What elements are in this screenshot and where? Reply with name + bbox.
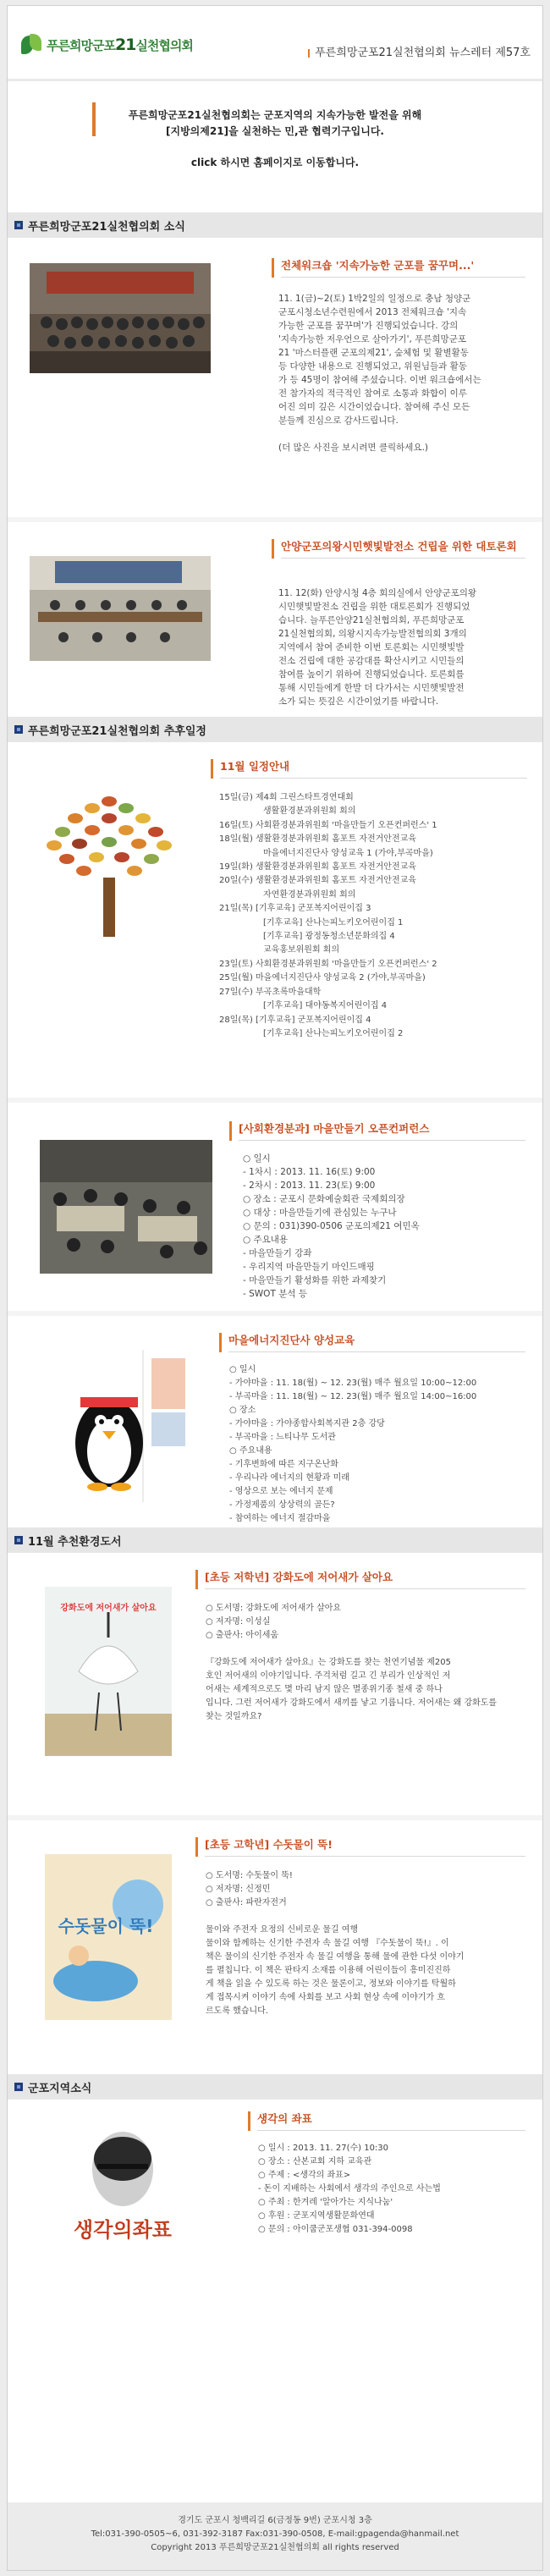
section-header-news [8, 212, 542, 238]
book-item-1 [8, 1553, 542, 1815]
footer-address: 경기도 군포시 청백리길 6(금정동 9번) 군포시청 3층 [178, 2516, 372, 2525]
section-header-schedule [8, 717, 542, 742]
news-body-workshop: 11. 1(금)~2(토) 1박2일의 일정으로 충남 청양군 군포시청소년수련원에서 2013 전체워크숍 '지속 가능한 군포를 꿈꾸며'가 진행되었습니다. 강의 '지속가능한 저우언으로 살아가기', 푸른희망군포 21 '마스터플랜 군포의제21', 숲체험 및 활별활동 등 다양한 내용으로 진행되었고, 위원님들과 활동 가 등 45명이 참여해 주셨습니다. 이번 워크숍에서는 전 참가자의 적극적인 참여로 소통과 화합이 이루 어진 의미 깊은 시간이었습니다. 참여해 주신 모든 분들께 진심으로 감사드립니다. (더 많은 사진을 보시려면 클릭하세요.) [278, 294, 481, 453]
local-title: 생각의 좌표 [248, 2111, 525, 2131]
news-body-solar-forum: 11. 12(화) 안양시청 4층 회의실에서 안양군포의왕 시민햇빛발전소 건립을 위한 대토론회가 진행되었 습니다. 늘푸른안양21실천협의회, 푸른희망군포 21실천협의회, 의왕시지속가능발전협의회 3개의 지역에서 참여 준비한 이번 토론회는 시민햇빛발 전소 건립에 대한 공감대를 확산시키고 시민들의 참여를 높이기 위하여 진행되었습니다. 토론회를 통해 시민들에게 한발 더 다가서는 시민햇빛발전 소가 되는 뜻깊은 시간이었기를 바랍니다. [278, 588, 477, 707]
header [8, 6, 542, 82]
book-title-1: [초등 저학년] 강화도에 저어새가 살아요 [195, 1570, 525, 1589]
news-title-solar-forum[interactable]: 안양군포의왕시민햇빛발전소 건립을 위한 대토론회 [272, 539, 525, 559]
footer [8, 2502, 542, 2570]
book-desc-1: ○ 도서명: 강화도에 저어새가 살아요 ○ 저자명: 이성실 ○ 출판사: 아이세움 『강화도에 저어새가 살아요』는 강화도를 찾는 천연기념물 제205 호인 저어새의 이야기입니다. 주걱처럼 길고 긴 부리가 인상적인 저 어새는 세계적으로도 몇 마리 남지 않은 멸종위기종 철새 중 하나 입니다. 그런 저어새가 강화도에서 새끼를 낳고 기릅니다. 저어새는 왜 강화도를 찾는 것일까요? [206, 1604, 498, 1721]
book-cover-spoonbill[interactable] [45, 1587, 172, 1756]
poster-title: 생각의좌표 [74, 2218, 172, 2242]
workshop-group-photo[interactable] [30, 263, 211, 373]
conference-photo[interactable] [40, 1140, 212, 1274]
newsletter-page [7, 5, 543, 2571]
section-bullet-icon [14, 2083, 23, 2091]
intro-block [33, 94, 517, 212]
book-title-2: [초등 고학년] 수돗물이 뚝! [195, 1837, 525, 1857]
conference-block [8, 1103, 542, 1311]
leaf-logo-icon [19, 33, 43, 57]
news-item-solar-forum [8, 522, 542, 717]
footer-contact: Tel:031-390-0505~6, 031-392-3187 Fax:031-390-0508, E-mail:gpagenda@hanmail.net [91, 2529, 459, 2539]
penguin-illustration [41, 1350, 207, 1502]
section-title: 푸른희망군포21실천협의회 소식 [28, 220, 185, 234]
energy-block [8, 1316, 542, 1527]
header-divider [8, 79, 542, 81]
book-cover-tapwater[interactable] [45, 1854, 172, 2020]
section-header-local [8, 2074, 542, 2100]
section-bullet-icon [14, 1536, 23, 1544]
schedule-block [8, 742, 542, 1098]
homepage-link[interactable]: click 하시면 홈페이지로 이동합니다. [190, 157, 360, 168]
logo-text: 푸른희망군포21실천협의회 [47, 36, 193, 54]
more-photos-link[interactable]: (더 많은 사진을 보시려면 클릭하세요.) [278, 443, 429, 453]
schedule-title: 11월 일정안내 [211, 759, 527, 779]
energy-title: 마을에너지진단사 양성교육 [219, 1333, 525, 1352]
book-cover-title: 강화도에 저어새가 살아요 [60, 1604, 157, 1613]
section-bullet-icon [14, 221, 23, 229]
conference-details: ○ 일시 - 1차시 : 2013. 11. 16(토) 9:00 - 2차시 : 2013. 11. 23(토) 9:00 ○ 장소 : 군포시 문화예술회관 국제회의장 ○ 대상 : 마을만들기에 관심있는 누구나 ○ 문의 : 031)390-0506 군포의제21 여민옥 ○ 주요내용 - 마을만들기 강좌 - 우리지역 마을만들기 마인드매핑 - 마을만들기 활성화를 위한 과제찾기 - SWOT 분석 등 [243, 1153, 420, 1299]
section-title: 11월 추천환경도서 [28, 1535, 122, 1549]
local-details: ○ 일시 : 2013. 11. 27(수) 10:30 ○ 장소 : 산본교회 지하 교육관 ○ 주제 : <생각의 좌표> - 돈이 지배하는 사회에서 생각의 주인으로 사는법 ○ 주최 : 한겨레 '알아가는 지식나눔' ○ 후원 : 군포지역생활문화연대 ○ 문의 : 아이쿱군포생협 031-394-0098 [258, 2144, 441, 2234]
conference-title: [사회환경분과] 마을만들기 오픈컨퍼런스 [229, 1121, 525, 1141]
footer-copyright: Copyright 2013 푸른희망군포21실천협의회 all rights reserved [151, 2543, 399, 2552]
intro-text: 푸른희망군포21실천협의회는 군포지역의 지속가능한 발전을 위해 [지방의제21]을 실천하는 민,관 협력기구입니다. [128, 109, 422, 137]
energy-details: ○ 일시 - 가야마을 : 11. 18(월) ~ 12. 23(월) 매주 월요일 10:00~12:00 - 부곡마을 : 11. 18(월) ~ 12. 23(월) 매주 월요일 14:00~16:00 ○ 장소 - 가야마을 : 가야종합사회복지관 2층 강당 - 부곡마을 : 느티나무 도서관 ○ 주요내용 - 기후변화에 따른 지구온난화 - 우리나라 에너지의 현황과 미래 - 영상으로 보는 에너지 문제 - 가정제품의 상상력의 골든? - 참여하는 에너지 절감마을 [229, 1365, 477, 1523]
lecture-poster[interactable] [38, 2125, 207, 2252]
intro-accent-bar [92, 102, 96, 136]
section-title: 푸른희망군포21실천협의회 추후일정 [28, 724, 206, 738]
schedule-list: 15일(금) 제4회 그린스타트경연대회 생활환경분과위원회 회의 16일(토) 사회환경분과위원회 '마을만들기 오픈컨퍼런스' 1 18일(월) 생활환경분과위원회 홈포트 자전거안전교육 마을에너지진단사 양성교육 1 (가야,부곡마을) 19일(화) 생활환경분과위원회 홈포트 자전거안전교육 20일(수) 생활환경분과위원회 홈포트 자전거안전교육 자연환경분과위원회 회의 21일(목) [기후교육] 군포복지어린이집 3 [기후교육] 산나는피노키오어린이집 1 [기후교육] 광정동청소년문화의집 4 교육홍보위원회 회의 23일(토) 사회환경분과위원회 '마을만들기 오픈컨퍼런스' 2 25일(월) 마을에너지진단사 양성교육 2 (가야,부곡마을) 27일(수) 부곡초록마을대학 [기후교육] 대야동복지어린이집 4 28일(목) [기후교육] 군포복지어린이집 4 [기후교육] 산나는피노키오어린이집 2 [219, 793, 437, 1038]
section-bullet-icon [14, 725, 23, 734]
site-logo[interactable] [19, 31, 193, 58]
news-title-workshop[interactable]: 전체워크숍 '지속가능한 군포를 꿈꾸며...' [272, 258, 525, 278]
book-desc-2: ○ 도서명: 수돗물이 뚝! ○ 저자명: 신정민 ○ 출판사: 파란자전거 물이와 주전자 요정의 신비로운 물길 여행 물이와 함께하는 신기한 주전자 속 물길 여행 『수돗물이 뚝!』. 이 책은 물이의 신기한 주전자 속 물길 여행을 통해 물에 관한 다섯 이야기 를 펼칩니다. 이 책은 판타지 소재를 이용해 어린이들이 흥미진진하 게 책을 읽을 수 있도록 하는 것은 물론이고, 정보와 이야기를 탁월하 게 접목시켜 이야기 속에 사회를 보고 사회 현상 속에 이야기가 흐 르도록 했습니다. [206, 1871, 465, 2016]
book-item-2 [8, 1820, 542, 2074]
forum-photo[interactable] [30, 556, 211, 661]
section-title: 군포지역소식 [28, 2082, 92, 2095]
newsletter-title: 푸른희망군포21실천협의회 뉴스레터 제57호 [308, 43, 531, 59]
local-block [8, 2100, 542, 2269]
book-cover-title: 수돗물이 뚝! [58, 1916, 154, 1936]
tree-illustration [33, 793, 185, 937]
news-item-workshop [8, 238, 542, 517]
section-header-books [8, 1527, 542, 1553]
